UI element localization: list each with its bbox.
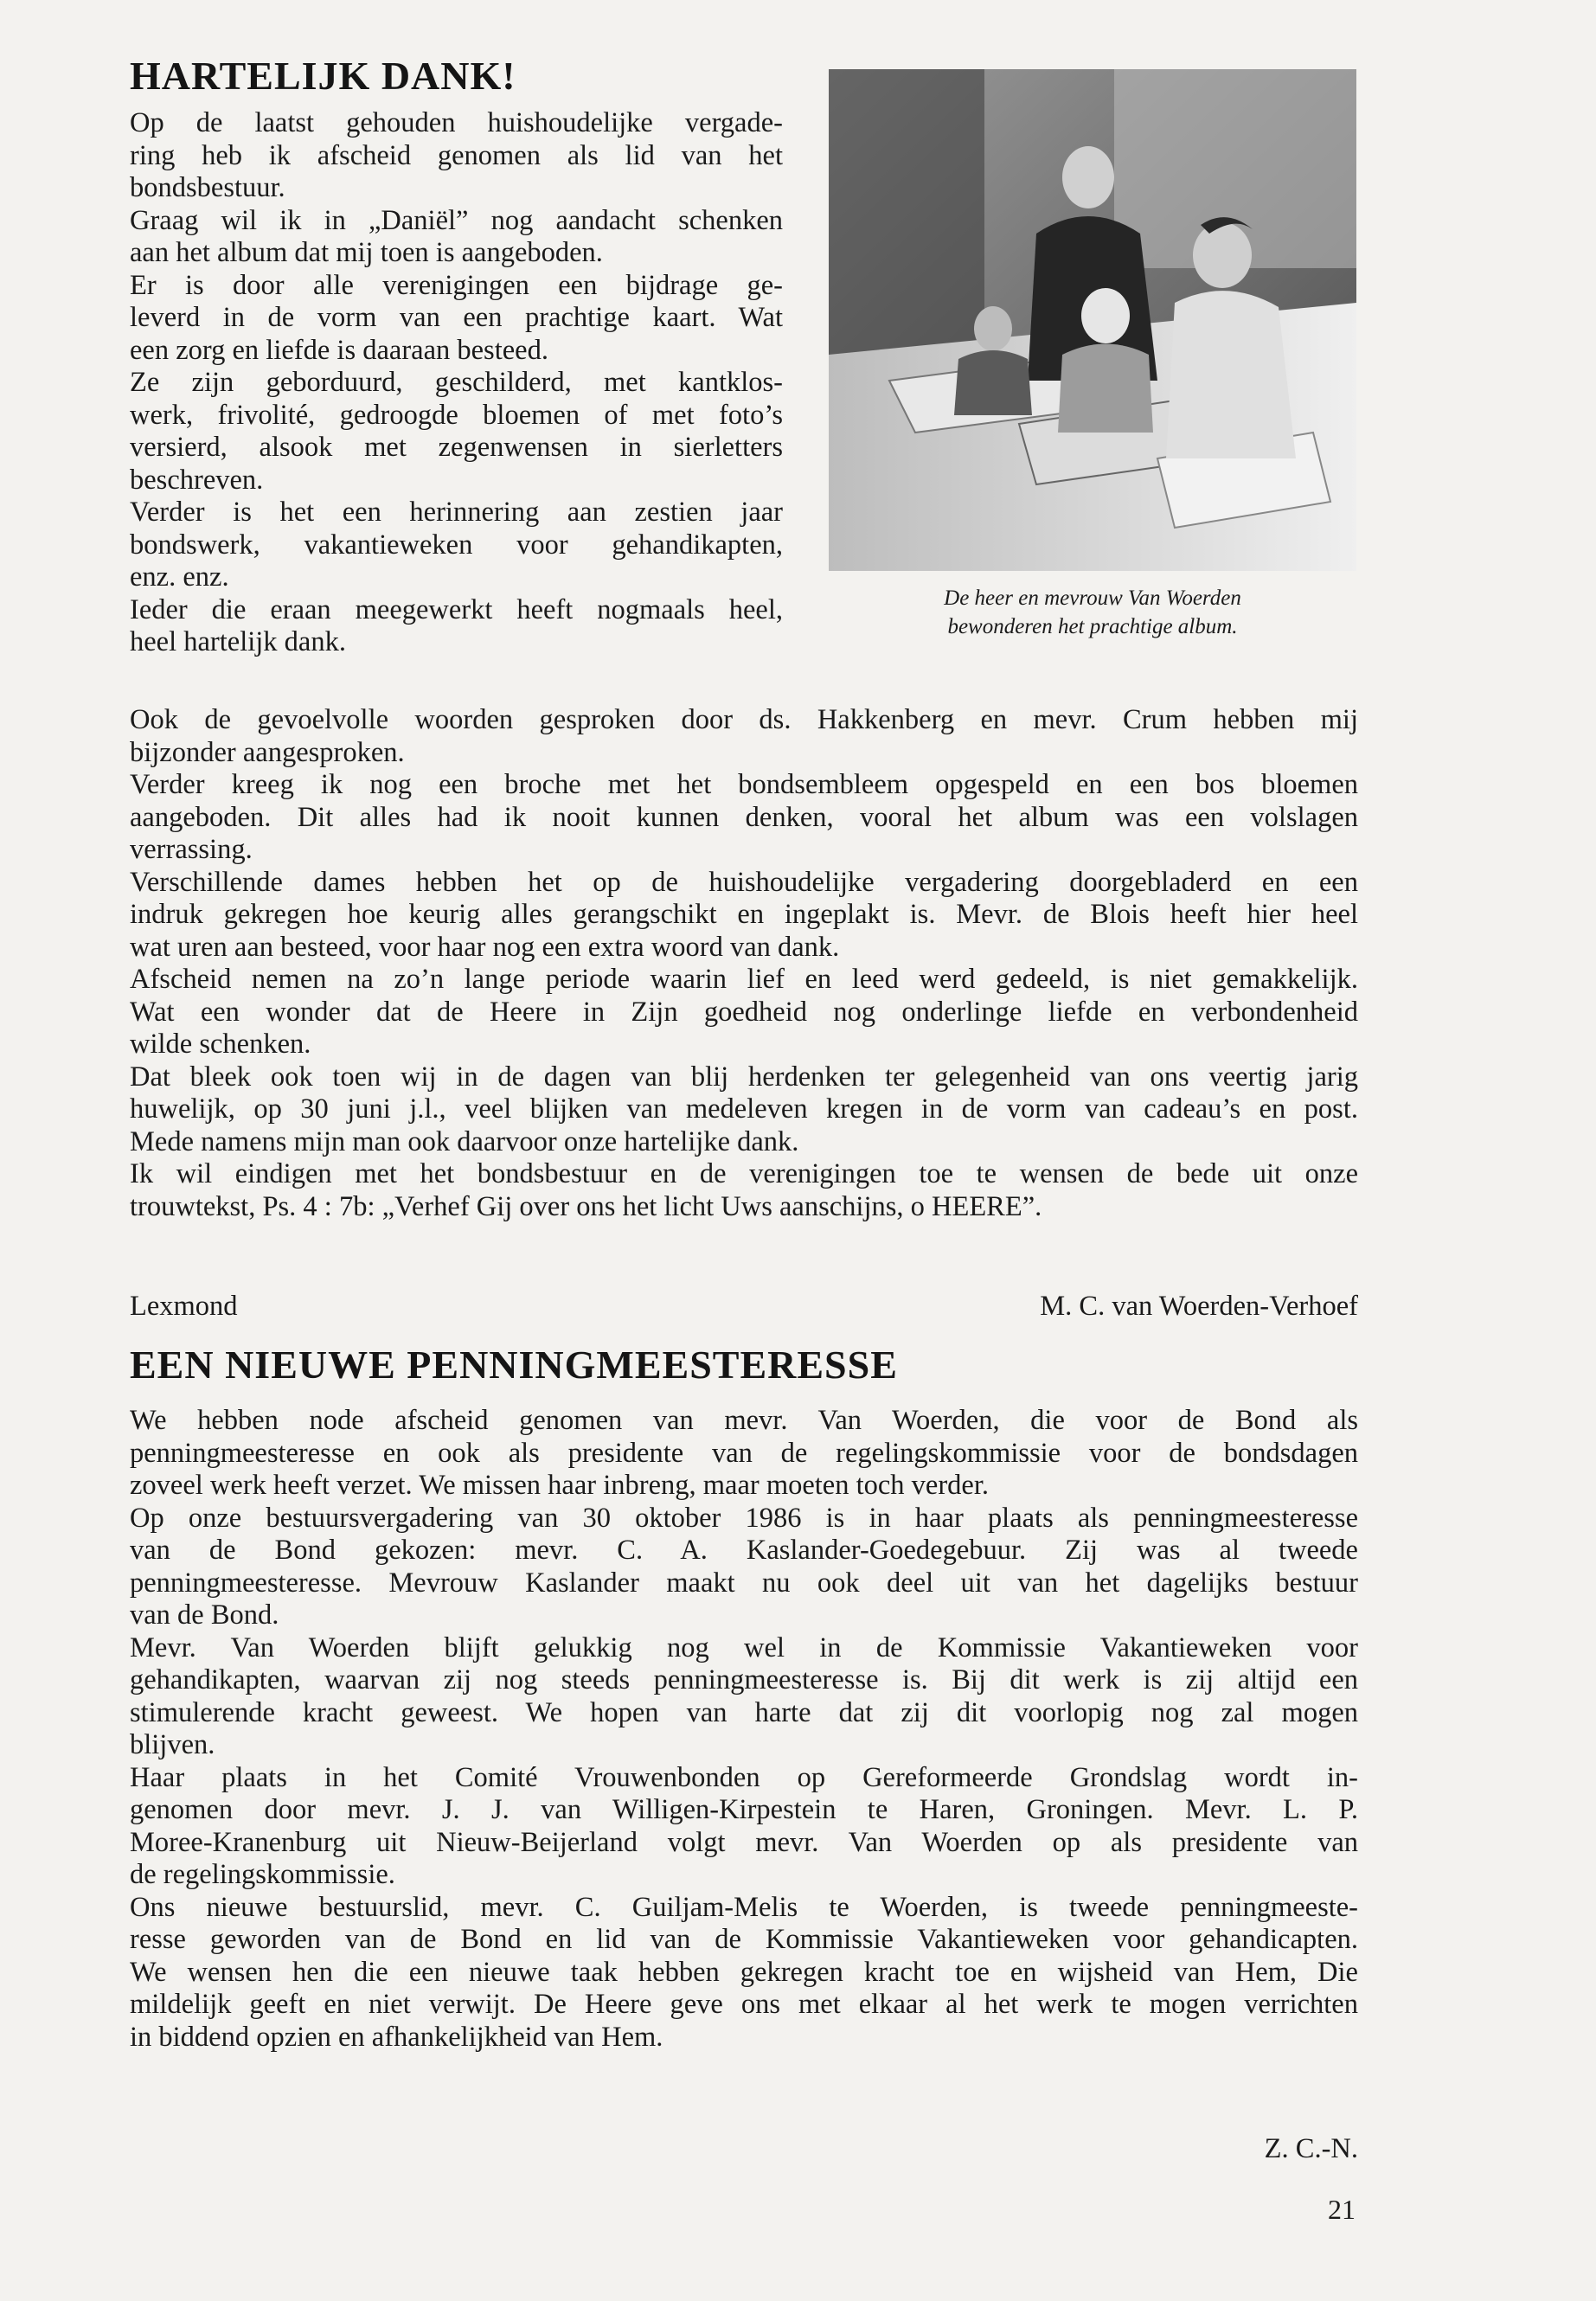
text-line: in biddend opzien en afhankelijkheid van Hem. [130,2021,663,2053]
text-line: aangeboden. Dit alles had ik nooit kunnen denken, vooral het album was een volslagen [130,801,1358,833]
text-line: Op onze bestuursvergadering van 30 oktober 1986 is in haar plaats als penningmeesteresse [130,1502,1358,1534]
author-signature: M. C. van Woerden-Verhoef [1040,1291,1358,1322]
text-line: enz. enz. [130,561,229,593]
text-line: Ieder die eraan meegewerkt heeft nogmaals heel, [130,593,783,625]
text-line: Verder kreeg ik nog een broche met het bondsembleem opgespeld en een bos bloemen [130,769,1358,800]
text-line: Afscheid nemen na zo’n lange periode waarin lief en leed werd gedeeld, is niet gemakkelijk. [130,964,1358,995]
text-line: Ze zijn geborduurd, geschilderd, met kantklos- [130,367,783,398]
page-number: 21 [1328,2194,1356,2225]
text-line: Verder is het een herinnering aan zestien jaar [130,497,783,528]
text-line: Moree-Kranenburg uit Nieuw-Beijerland volgt mevr. Van Woerden op als presidente van [130,1826,1358,1858]
caption-line: De heer en mevrouw Van Woerden [944,586,1241,610]
photo-caption [829,584,1356,641]
caption-line: bewonderen het prachtige album. [947,615,1238,638]
text-line: huwelijk, op 30 juni j.l., veel blijken van medeleven kregen in de vorm van cadeau’s en post. [130,1093,1358,1125]
text-line: werk, frivolité, gedroogde bloemen of met foto’s [130,399,783,431]
text-line: wilde schenken. [130,1029,311,1060]
text-line: Er is door alle verenigingen een bijdrage ge- [130,269,783,301]
article-title-hartelijk-dank: HARTELIJK DANK! [130,54,516,98]
text-line: aan het album dat mij toen is aangeboden. [130,237,603,268]
text-line: zoveel werk heeft verzet. We missen haar inbreng, maar moeten toch verder. [130,1470,990,1501]
place-name: Lexmond [130,1291,238,1322]
text-line: leverd in de vorm van een prachtige kaart. Wat [130,302,783,333]
text-line: Ook de gevoelvolle woorden gesproken door ds. Hakkenberg en mevr. Crum hebben mij [130,704,1358,735]
text-line: Dat bleek ook toen wij in de dagen van blij herdenken ter gelegenheid van ons veertig jarig [130,1061,1358,1093]
text-line: bondswerk, vakantieweken voor gehandikapten, [130,529,783,561]
article2-body [130,1405,1358,2054]
text-line: Mede namens mijn man ook daarvoor onze hartelijke dank. [130,1125,799,1157]
text-line: een zorg en liefde is daaraan besteed. [130,334,548,366]
text-line: Graag wil ik in „Daniël” nog aandacht schenken [130,204,783,236]
text-line: penningmeesteresse en ook als presidente van de regelingskommissie voor de bondsdagen [130,1437,1358,1469]
text-line: blijven. [130,1729,215,1760]
text-line: resse geworden van de Bond en lid van de Kommissie Vakantieweken voor gehandicapten. [130,1924,1358,1955]
text-line: versierd, alsook met zegenwensen in sierletters [130,432,783,463]
text-line: stimulerende kracht geweest. We hopen van harte dat zij dit voorlopig nog zal mogen [130,1696,1358,1728]
text-line: Haar plaats in het Comité Vrouwenbonden op Gereformeerde Grondslag wordt in- [130,1761,1358,1793]
article1-body [130,704,1358,1223]
text-line: van de Bond. [130,1599,279,1631]
text-line: Wat een wonder dat de Heere in Zijn goedheid nog onderlinge liefde en verbondenheid [130,996,1358,1028]
text-line: ring heb ik afscheid genomen als lid van het [130,139,783,171]
article1-signature-row [130,1291,1358,1324]
text-line: bondsbestuur. [130,172,285,203]
text-line: genomen door mevr. J. J. van Willigen-Kirpestein te Haren, Groningen. Mevr. L. P. [130,1794,1358,1825]
article-title-penningmeesteresse: EEN NIEUWE PENNINGMEESTERESSE [130,1343,898,1387]
text-line: Ons nieuwe bestuurslid, mevr. C. Guiljam-Melis te Woerden, is tweede penningmeeste- [130,1891,1358,1923]
text-line: gehandikapten, waarvan zij nog steeds penningmeesteresse is. Bij dit werk is zij altijd een [130,1664,1358,1695]
text-line: van de Bond gekozen: mevr. C. A. Kaslander-Goedegebuur. Zij was al tweede [130,1535,1358,1566]
article2-signature: Z. C.-N. [1264,2133,1358,2164]
text-line: Mevr. Van Woerden blijft gelukkig nog wel in de Kommissie Vakantieweken voor [130,1631,1358,1663]
text-line: We hebben node afscheid genomen van mevr. Van Woerden, die voor de Bond als [130,1405,1358,1436]
text-line: bijzonder aangesproken. [130,736,405,768]
text-line: verrassing. [130,834,253,865]
text-line: heel hartelijk dank. [130,626,346,657]
text-line: de regelingskommissie. [130,1859,395,1890]
text-line: We wensen hen die een nieuwe taak hebben gekregen kracht toe en wijsheid van Hem, Die [130,1956,1358,1988]
text-line: wat uren aan besteed, voor haar nog een extra woord van dank. [130,931,840,963]
text-line: Op de laatst gehouden huishoudelijke vergade- [130,107,783,138]
text-line: beschreven. [130,464,264,496]
text-line: Ik wil eindigen met het bondsbestuur en de verenigingen toe te wensen de bede uit onze [130,1158,1358,1189]
text-line: indruk gekregen hoe keurig alles gerangschikt en ingeplakt is. Mevr. de Blois heeft hier heel [130,899,1358,930]
text-line: penningmeesteresse. Mevrouw Kaslander maakt nu ook deel uit van het dagelijks bestuur [130,1567,1358,1599]
text-line: Verschillende dames hebben het op de huishoudelijke vergadering doorgebladerd en een [130,866,1358,898]
article1-intro-column [130,107,783,659]
photo-illustration [829,69,1356,571]
text-line: mildelijk geeft en niet verwijt. De Heere geve ons met elkaar al het werk te mogen verrichten [130,1989,1358,2020]
text-line: trouwtekst, Ps. 4 : 7b: „Verhef Gij over ons het licht Uws aanschijns, o HEERE”. [130,1190,1042,1222]
photo-couple-with-album [829,69,1356,571]
